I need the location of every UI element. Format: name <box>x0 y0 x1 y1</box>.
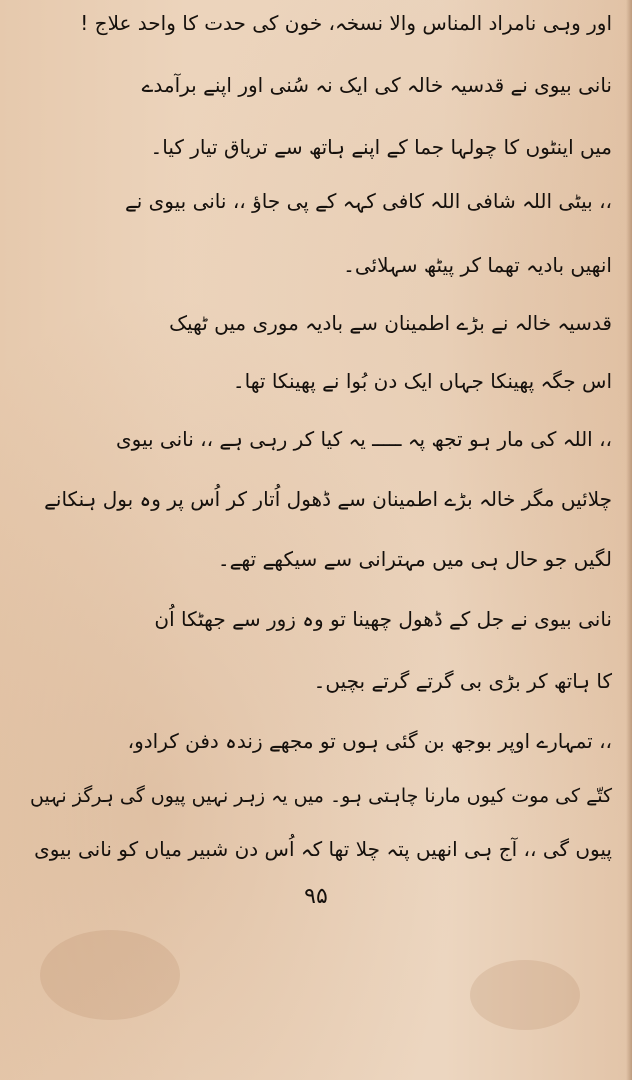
text-line-4: ،، بیٹی اللہ شافی اللہ کافی کہہ کے پی جاؤ ،، نانی بیوی نے <box>124 189 612 213</box>
text-line-15: پیوں گی ،، آج ہی انھیں پتہ چلا تھا کہ اُس دن شبیر میاں کو نانی بیوی <box>34 837 612 861</box>
text-line-9: چلائیں مگر خالہ بڑے اطمینان سے ڈھول اُتار کر اُس پر وہ بول ہنکانے <box>44 487 612 511</box>
text-line-6: قدسیہ خالہ نے بڑے اطمینان سے بادیہ موری میں ٹھیک <box>169 311 612 335</box>
paper-stain <box>40 930 180 1020</box>
page-edge-shadow <box>626 0 632 1080</box>
text-line-10: لگیں جو حال ہی میں مہترانی سے سیکھے تھے۔ <box>217 547 612 571</box>
text-line-1: اور وہی نامراد المناس والا نسخہ، خون کی حدت کا واحد علاج ! <box>80 11 612 35</box>
text-line-14: کتّے کی موت کیوں مارنا چاہتی ہو۔ میں یہ زہر نہیں پیوں گی ہرگز نہیں <box>30 785 612 807</box>
text-line-8: ،، اللہ کی مار ہو تجھ پہ ـــــ یہ کیا کر رہی ہے ،، نانی بیوی <box>115 427 612 451</box>
text-line-5: انھیں بادیہ تھما کر پیٹھ سہلائی۔ <box>343 253 612 277</box>
text-line-12: کا ہاتھ کر بڑی بی گرتے گرتے بچیں۔ <box>313 669 612 693</box>
text-line-7: اس جگہ پھینکا جہاں ایک دن بُوا نے پھینکا تھا۔ <box>232 369 612 393</box>
text-line-13: ،، تمہارے اوپر بوجھ بن گئی ہوں تو مجھے زندہ دفن کرادو، <box>127 729 612 753</box>
page-number: ۹۵ <box>304 884 328 909</box>
text-line-3: میں اینٹوں کا چولہا جما کے اپنے ہاتھ سے تریاق تیار کیا۔ <box>150 135 612 159</box>
text-line-2: نانی بیوی نے قدسیہ خالہ کی ایک نہ سُنی اور اپنے برآمدے <box>141 73 612 97</box>
paper-stain <box>470 960 580 1030</box>
text-line-11: نانی بیوی نے جل کے ڈھول چھینا تو وہ زور سے جھٹکا اُن <box>154 607 612 631</box>
